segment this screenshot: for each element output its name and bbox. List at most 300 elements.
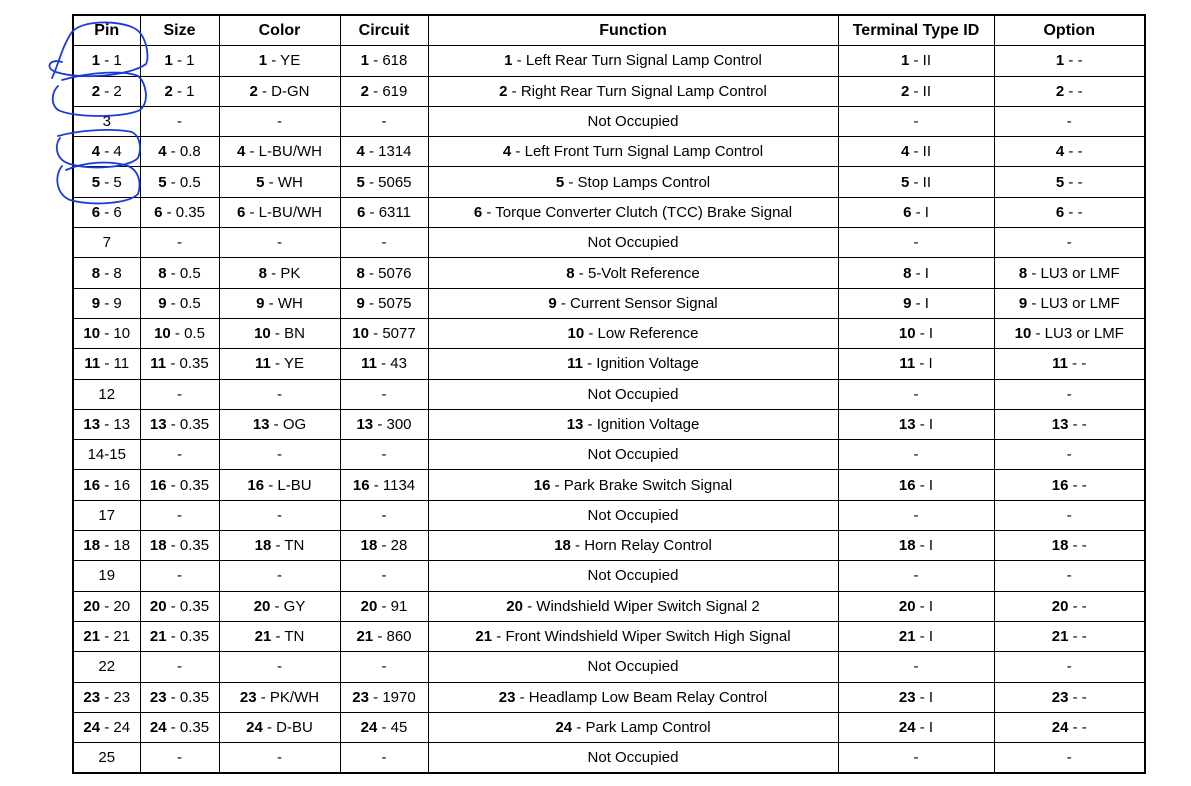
cell-value: - D-GN [257,82,310,100]
cell-value: - TN [271,628,305,646]
cell-pin-number: 24 [360,718,378,736]
cell-value: - [277,506,282,524]
cell-pin-number: 21 [898,628,916,646]
cell-pin [73,652,140,682]
cell-value: - 16 [100,476,131,494]
cell-pin-number: 2 [249,82,258,100]
cell-function [428,258,838,288]
cell-pin [73,349,140,379]
cell-pin-number: 6 [357,203,366,221]
column-header-circuit: Circuit [340,15,428,46]
cell-value: - YE [267,52,301,70]
cell-pin-number: 2 [499,82,508,100]
cell-value: - 4 [100,143,122,161]
cell-terminal-type-id [838,379,994,409]
cell-value: - [913,567,919,585]
cell-value: Not Occupied [587,567,679,585]
cell-color [219,106,340,136]
cell-value: - L-BU [264,476,312,494]
cell-value: - 10 [100,325,131,343]
cell-pin [73,712,140,742]
cell-circuit [340,258,428,288]
cell-value: - L-BU/WH [245,143,322,161]
cell-color [219,500,340,530]
cell-value: - 0.35 [166,355,209,373]
cell-color [219,228,340,258]
cell-terminal-type-id [838,591,994,621]
cell-size [140,500,219,530]
cell-value: 12 [98,385,116,403]
cell-circuit [340,167,428,197]
cell-value: - Low Reference [584,325,699,343]
cell-pin-number: 5 [356,173,365,191]
cell-value: - 0.5 [166,264,201,282]
cell-pin-number: 2 [360,82,369,100]
cell-value: - 24 [100,718,131,736]
cell-terminal-type-id [838,318,994,348]
cell-circuit [340,652,428,682]
cell-size [140,167,219,197]
cell-function [428,470,838,500]
cell-value: - 28 [377,537,408,555]
cell-option [994,591,1145,621]
cell-pin-number: 18 [254,537,272,555]
cell-circuit [340,531,428,561]
cell-color [219,682,340,712]
cell-pin [73,46,140,76]
cell-value: - [913,446,919,464]
table-row [73,46,1145,76]
cell-value: - [1066,385,1072,403]
column-header-terminal-type-id: Terminal Type ID [838,15,994,46]
cell-value: - - [1064,52,1083,70]
cell-pin-number: 24 [83,718,101,736]
cell-value: - I [911,294,929,312]
cell-option [994,500,1145,530]
cell-terminal-type-id [838,621,994,651]
cell-size [140,379,219,409]
cell-value: - 1134 [369,476,416,494]
cell-circuit [340,288,428,318]
cell-function [428,106,838,136]
cell-pin [73,561,140,591]
cell-color [219,712,340,742]
cell-value: - 2 [100,82,122,100]
cell-value: - I [915,476,934,494]
cell-option [994,288,1145,318]
cell-option [994,440,1145,470]
cell-size [140,106,219,136]
table-row [73,652,1145,682]
cell-color [219,531,340,561]
cell-function [428,349,838,379]
cell-function [428,318,838,348]
cell-value: - 5075 [364,294,412,312]
cell-value: - YE [270,355,304,373]
cell-size [140,137,219,167]
cell-value: - I [911,203,929,221]
cell-pin [73,409,140,439]
cell-value: - 91 [377,597,408,615]
cell-value: - [381,749,387,767]
cell-pin [73,531,140,561]
table-row [73,531,1145,561]
cell-pin-number: 21 [356,628,374,646]
cell-value: - 860 [373,628,412,646]
cell-pin-number: 20 [149,597,167,615]
cell-value: - 0.35 [166,628,210,646]
cell-pin-number: 8 [91,264,101,282]
cell-function [428,379,838,409]
cell-function [428,500,838,530]
cell-pin-number: 10 [352,325,369,343]
cell-pin-number: 11 [361,355,377,373]
cell-pin-number: 8 [903,264,912,282]
cell-pin-number: 24 [898,718,916,736]
cell-pin-number: 16 [352,476,370,494]
cell-value: Not Occupied [587,385,679,403]
cell-value: - TN [271,537,305,555]
cell-option [994,561,1145,591]
cell-option [994,106,1145,136]
cell-pin-number: 23 [149,688,167,706]
cell-pin-number: 11 [899,355,916,373]
pinout-table [72,14,1146,774]
cell-size [140,318,219,348]
cell-value: 22 [98,658,116,676]
cell-value: - 23 [100,688,131,706]
cell-value: - - [1068,537,1087,555]
cell-value: - Left Rear Turn Signal Lamp Control [512,52,762,70]
cell-terminal-type-id [838,349,994,379]
cell-terminal-type-id [838,258,994,288]
table-row [73,470,1145,500]
cell-function [428,712,838,742]
cell-option [994,76,1145,106]
cell-pin-number: 21 [83,628,101,646]
table-row [73,106,1145,136]
cell-pin-number: 21 [475,628,493,646]
cell-pin-number: 4 [900,143,910,161]
cell-value: - [381,385,387,403]
cell-value: - [381,506,387,524]
cell-value: - I [915,688,934,706]
cell-value: - II [909,173,931,191]
table-row [73,561,1145,591]
cell-value: - - [1068,718,1087,736]
table-row [73,379,1145,409]
cell-pin-number: 8 [356,264,365,282]
cell-value: - I [915,597,934,615]
cell-value: - I [915,537,934,555]
cell-value: - PK/WH [256,688,320,706]
table-header-row [73,15,1145,46]
cell-pin-number: 5 [1055,173,1065,191]
cell-value: - L-BU/WH [245,203,322,221]
cell-pin-number: 2 [91,82,101,100]
cell-pin [73,106,140,136]
cell-terminal-type-id [838,409,994,439]
cell-value: - 43 [376,355,407,373]
cell-terminal-type-id [838,743,994,774]
cell-value: - [913,749,919,767]
cell-value: - 9 [100,294,122,312]
cell-pin-number: 5 [256,173,265,191]
cell-value: - II [909,52,931,70]
cell-pin-number: 21 [254,628,272,646]
cell-value: - I [915,416,934,433]
cell-circuit [340,318,428,348]
cell-value: - 13 [100,416,131,433]
cell-color [219,379,340,409]
cell-value: - [381,446,387,464]
cell-circuit [340,500,428,530]
cell-pin-number: 18 [1051,537,1069,555]
cell-value: - 1 [172,82,195,100]
cell-pin-number: 2 [1055,82,1065,100]
cell-value: - [913,658,919,676]
cell-pin-number: 10 [1014,325,1032,343]
cell-function [428,167,838,197]
cell-color [219,409,340,439]
cell-terminal-type-id [838,137,994,167]
cell-pin-number: 1 [91,52,101,70]
cell-color [219,46,340,76]
cell-pin-number: 4 [1055,143,1065,161]
cell-circuit [340,46,428,76]
cell-function [428,682,838,712]
cell-terminal-type-id [838,228,994,258]
cell-circuit [340,470,428,500]
cell-pin-number: 9 [91,294,101,312]
cell-value: - Ignition Voltage [582,355,699,373]
cell-function [428,46,838,76]
cell-value: - 45 [377,718,408,736]
cell-value: - [1066,113,1072,131]
cell-value: - 8 [100,264,122,282]
cell-value: - [277,749,282,767]
cell-value: - - [1064,82,1083,100]
cell-value: Not Occupied [587,506,679,524]
cell-value: 14-15 [87,446,126,464]
cell-option [994,197,1145,227]
cell-size [140,652,219,682]
cell-value: - Horn Relay Control [570,537,712,555]
cell-terminal-type-id [838,288,994,318]
cell-value: - [177,113,182,131]
column-header-color: Color [219,15,340,46]
cell-circuit [340,106,428,136]
cell-pin-number: 8 [1018,264,1028,282]
cell-pin-number: 13 [149,416,167,433]
table-row [73,228,1145,258]
cell-value: - 0.5 [166,173,201,191]
cell-pin-number: 16 [149,476,167,494]
cell-value: - 5077 [368,325,416,343]
cell-value: - [381,658,387,676]
cell-value: - GY [270,597,306,615]
cell-value: Not Occupied [587,658,679,676]
cell-option [994,137,1145,167]
cell-function [428,652,838,682]
cell-value: - Ignition Voltage [583,416,700,433]
cell-option [994,258,1145,288]
cell-value: - [177,446,182,464]
cell-pin-number: 4 [236,143,246,161]
cell-pin-number: 6 [473,203,483,221]
cell-option [994,409,1145,439]
cell-pin-number: 2 [900,82,910,100]
cell-pin-number: 16 [83,476,101,494]
cell-pin-number: 13 [898,416,916,433]
table-row [73,621,1145,651]
cell-value: - 5 [100,173,122,191]
cell-value: - [177,234,182,252]
cell-value: - [381,234,387,252]
cell-pin-number: 23 [898,688,916,706]
cell-value: - LU3 or LMF [1027,264,1120,282]
cell-color [219,561,340,591]
cell-value: - 0.35 [166,476,210,494]
cell-value: - [177,506,182,524]
cell-value: - [913,234,919,252]
cell-pin-number: 11 [567,355,583,373]
cell-pin-number: 1 [360,52,369,70]
cell-function [428,76,838,106]
cell-pin [73,76,140,106]
cell-pin [73,258,140,288]
cell-value: - 619 [368,82,408,100]
cell-size [140,258,219,288]
table-row [73,349,1145,379]
cell-value: - LU3 or LMF [1031,325,1124,343]
cell-circuit [340,197,428,227]
cell-pin-number: 16 [1051,476,1069,494]
cell-value: - 1 [100,52,122,70]
cell-size [140,621,219,651]
cell-terminal-type-id [838,167,994,197]
cell-value: - WH [264,173,303,191]
cell-value: - Park Brake Switch Signal [550,476,733,494]
cell-value: - [381,567,387,585]
cell-pin-number: 4 [502,143,512,161]
cell-option [994,379,1145,409]
cell-value: - [1066,446,1072,464]
cell-value: - - [1068,597,1087,615]
cell-value: - [1066,506,1072,524]
cell-pin-number: 10 [254,325,271,343]
cell-value: Not Occupied [587,113,679,131]
cell-pin-number: 18 [898,537,916,555]
table-row [73,76,1145,106]
cell-value: - [177,749,182,767]
cell-value: - [277,385,282,403]
table-row [73,743,1145,774]
cell-color [219,591,340,621]
table-row [73,197,1145,227]
cell-value: - 0.35 [166,718,210,736]
cell-pin-number: 4 [91,143,101,161]
cell-terminal-type-id [838,46,994,76]
cell-value: - 5065 [364,173,412,191]
cell-value: - - [1068,416,1087,433]
cell-function [428,137,838,167]
cell-color [219,167,340,197]
cell-value: - 300 [373,416,412,433]
column-header-option: Option [994,15,1145,46]
cell-size [140,349,219,379]
cell-size [140,531,219,561]
cell-value: - Right Rear Turn Signal Lamp Control [507,82,767,100]
cell-terminal-type-id [838,197,994,227]
cell-value: - I [915,718,934,736]
cell-value: - Torque Converter Clutch (TCC) Brake Signal [482,203,793,221]
cell-function [428,228,838,258]
cell-pin-number: 23 [239,688,257,706]
cell-pin-number: 4 [158,143,167,161]
cell-value: - [1066,234,1072,252]
cell-pin-number: 11 [1052,355,1069,373]
cell-value: - 0.5 [166,294,201,312]
cell-value: - Front Windshield Wiper Switch High Signal [492,628,791,646]
cell-function [428,561,838,591]
cell-value: 17 [98,506,116,524]
cell-function [428,288,838,318]
cell-terminal-type-id [838,652,994,682]
cell-value: - Headlamp Low Beam Relay Control [515,688,768,706]
cell-pin-number: 8 [258,264,267,282]
cell-pin [73,288,140,318]
cell-pin-number: 18 [554,537,571,555]
cell-pin-number: 9 [903,294,912,312]
cell-pin [73,318,140,348]
cell-terminal-type-id [838,682,994,712]
cell-value: - [381,113,387,131]
cell-pin-number: 10 [154,325,171,343]
cell-value: - I [915,628,934,646]
cell-color [219,621,340,651]
cell-pin-number: 21 [149,628,167,646]
cell-value: 7 [102,234,111,252]
cell-value: - BN [270,325,305,343]
cell-pin-number: 5 [555,173,565,191]
cell-pin-number: 8 [158,264,167,282]
cell-pin-number: 6 [91,203,101,221]
cell-value: - - [1068,628,1087,646]
cell-value: - 20 [100,597,131,615]
cell-circuit [340,228,428,258]
cell-function [428,440,838,470]
cell-pin [73,682,140,712]
cell-circuit [340,76,428,106]
column-header-function: Function [428,15,838,46]
table-row [73,682,1145,712]
cell-pin-number: 6 [903,203,912,221]
cell-value: - D-BU [262,718,313,736]
cell-value: Not Occupied [587,749,679,767]
cell-circuit [340,621,428,651]
cell-value: - [1066,567,1072,585]
cell-value: - 11 [100,355,130,373]
cell-value: - WH [264,294,303,312]
cell-pin-number: 8 [566,264,575,282]
cell-terminal-type-id [838,106,994,136]
cell-color [219,349,340,379]
table-row [73,258,1145,288]
cell-pin-number: 6 [1055,203,1065,221]
table-row [73,137,1145,167]
cell-circuit [340,440,428,470]
